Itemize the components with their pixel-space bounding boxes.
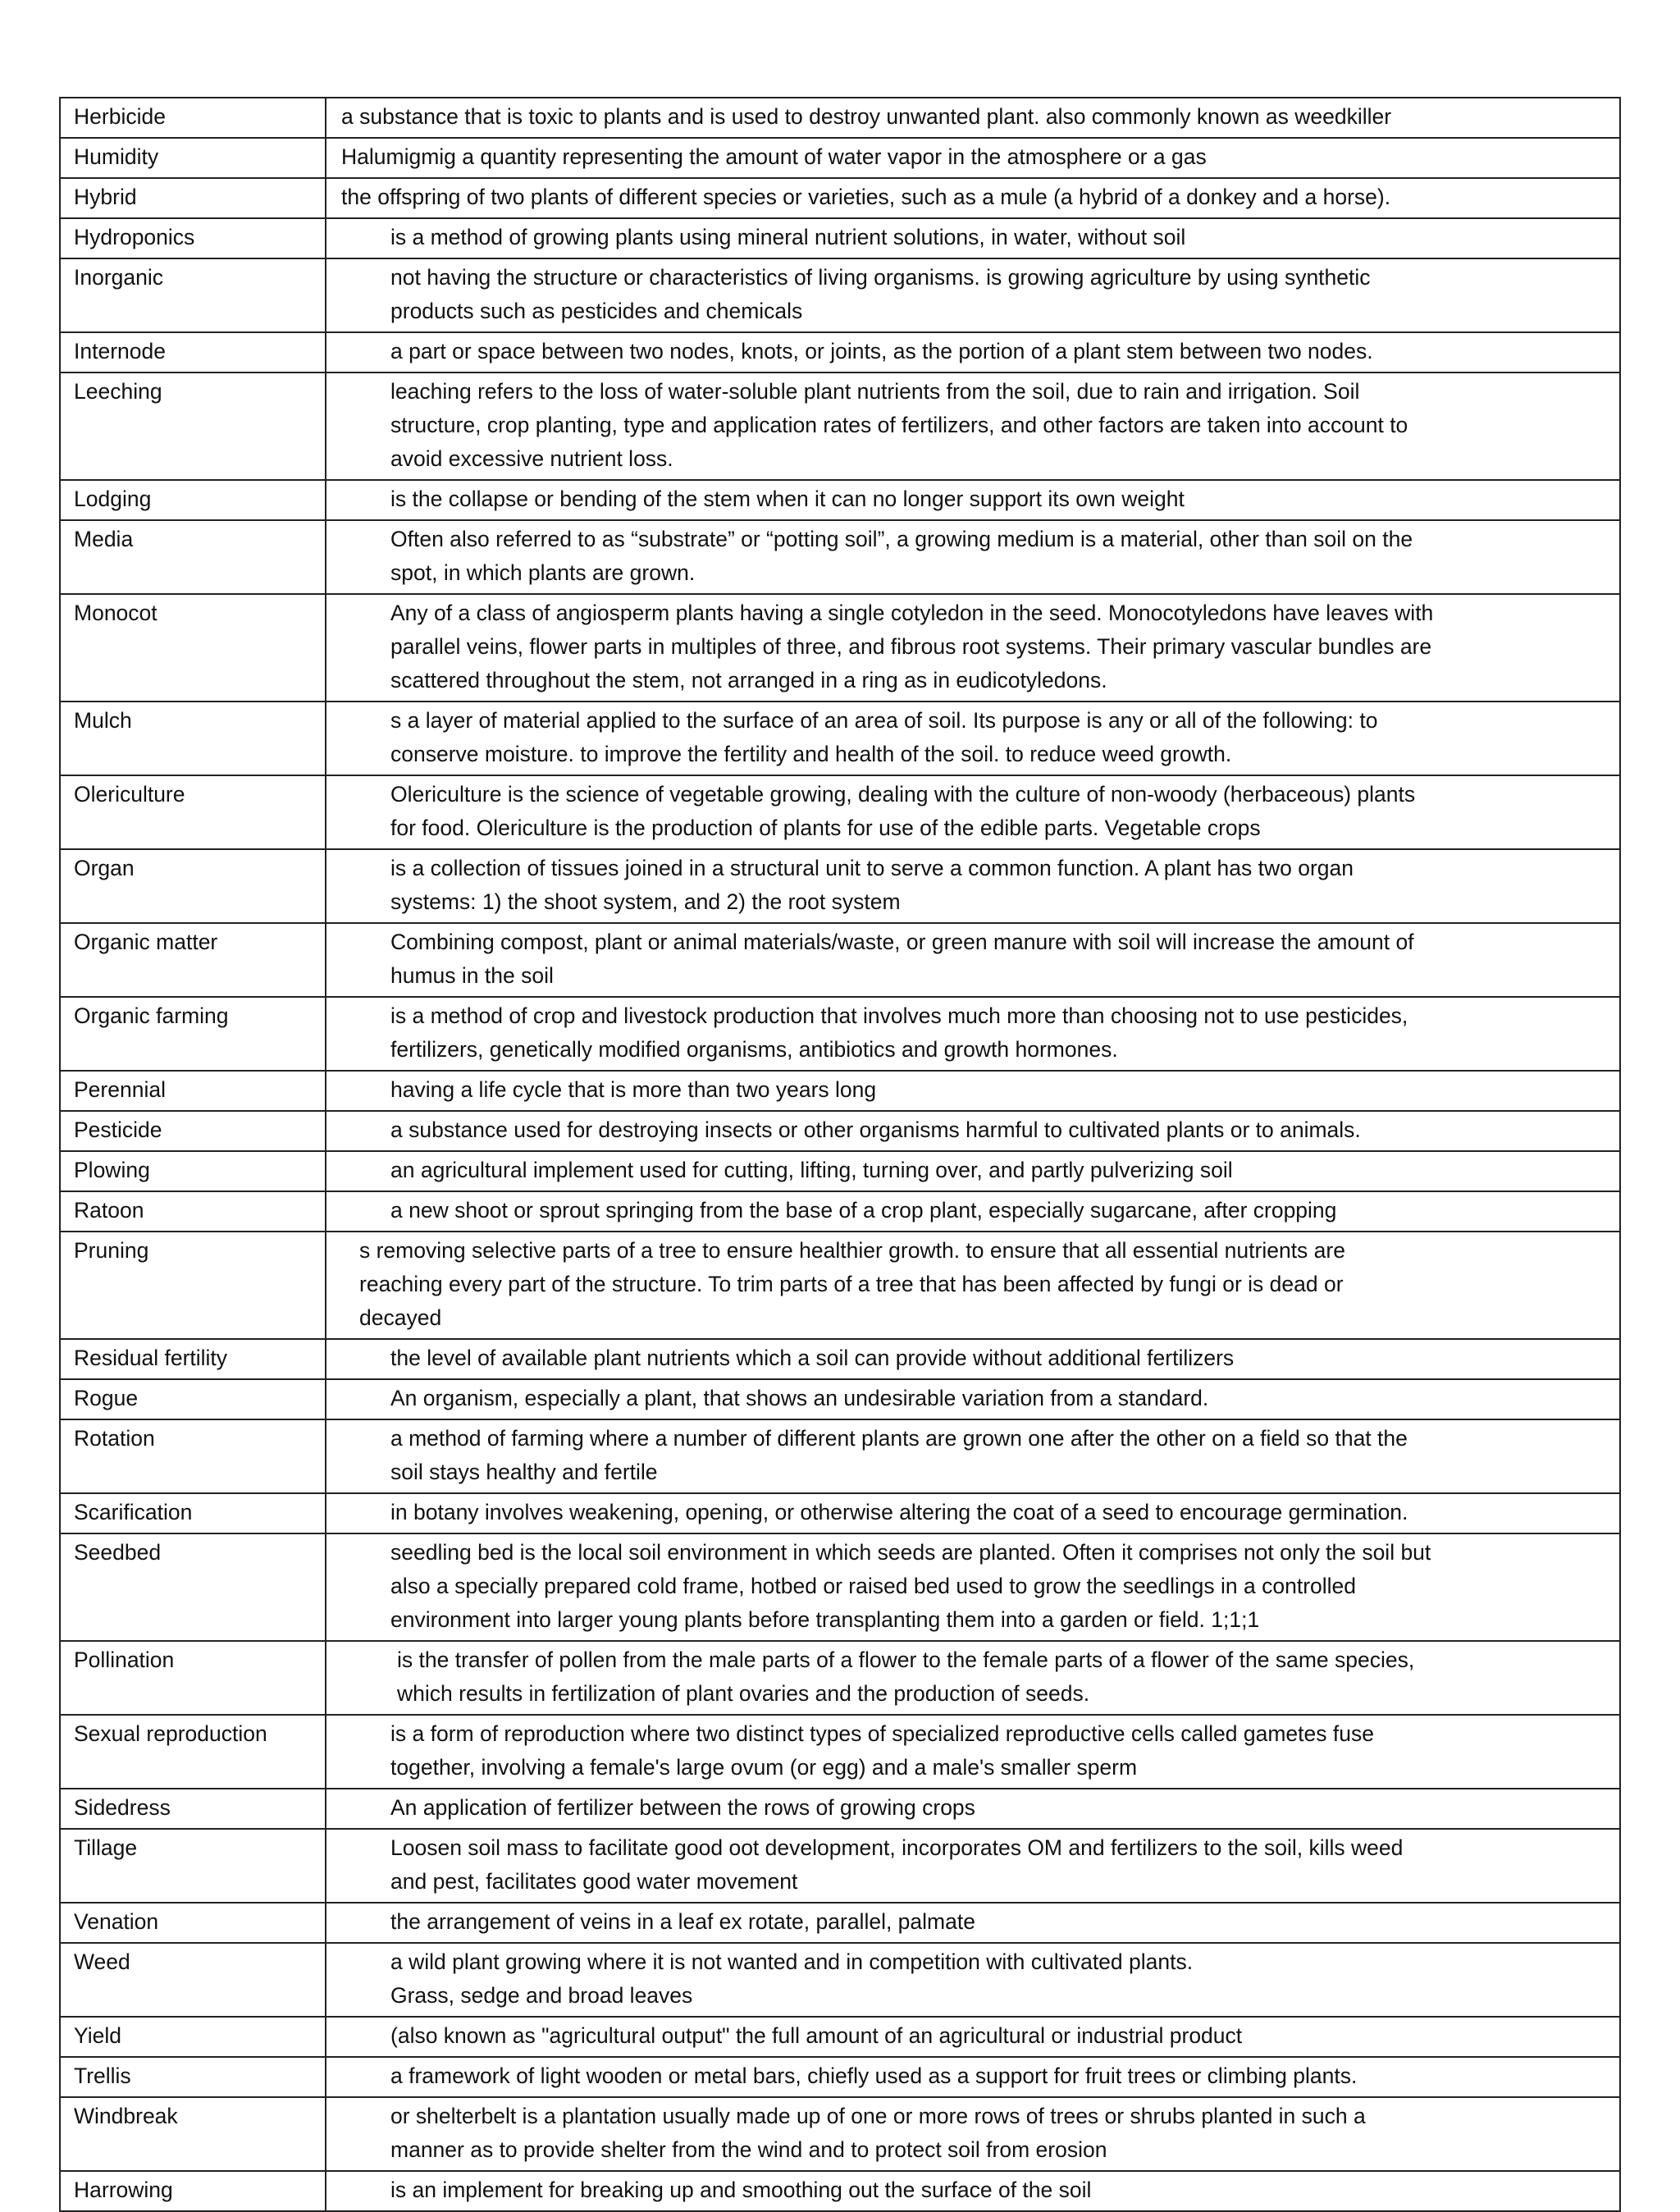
table-row	[60, 1829, 1620, 1903]
glossary-term: Scarification	[60, 1493, 326, 1533]
glossary-definition: a framework of light wooden or metal bars, chiefly used as a support for fruit trees or climbing plants.	[326, 2057, 1620, 2097]
table-row	[60, 997, 1620, 1071]
glossary-table	[59, 97, 1621, 2212]
glossary-term: Pollination	[60, 1641, 326, 1715]
glossary-definition: is a form of reproduction where two distinct types of specialized reproductive cells called gametes fuse together, involving a female's large ovum (or egg) and a male's smaller sperm	[326, 1715, 1620, 1789]
glossary-body	[60, 98, 1620, 2211]
glossary-term: Rotation	[60, 1419, 326, 1493]
table-row	[60, 1419, 1620, 1493]
glossary-definition: is an implement for breaking up and smoothing out the surface of the soil	[326, 2171, 1620, 2211]
glossary-definition: Combining compost, plant or animal materials/waste, or green manure with soil will increase the amount of humus in the soil	[326, 923, 1620, 997]
glossary-definition: the arrangement of veins in a leaf ex rotate, parallel, palmate	[326, 1903, 1620, 1943]
table-row	[60, 1715, 1620, 1789]
glossary-definition: Often also referred to as “substrate” or “potting soil”, a growing medium is a material, other than soil on the spot, in which plants are grown.	[326, 520, 1620, 594]
glossary-term: Olericulture	[60, 775, 326, 849]
table-row	[60, 1903, 1620, 1943]
glossary-definition: a method of farming where a number of different plants are grown one after the other on a field so that the soil stays healthy and fertile	[326, 1419, 1620, 1493]
table-row	[60, 849, 1620, 923]
glossary-term: Organ	[60, 849, 326, 923]
glossary-term: Residual fertility	[60, 1339, 326, 1379]
table-row	[60, 702, 1620, 775]
glossary-definition: Loosen soil mass to facilitate good oot development, incorporates OM and fertilizers to the soil, kills weed and pest, facilitates good water movement	[326, 1829, 1620, 1903]
glossary-term: Organic farming	[60, 997, 326, 1071]
glossary-definition: is the transfer of pollen from the male parts of a flower to the female parts of a flower of the same species, which results in fertilization of plant ovaries and the production of seeds.	[326, 1641, 1620, 1715]
glossary-definition: seedling bed is the local soil environment in which seeds are planted. Often it comprises not only the soil but also a specially prepared cold frame, hotbed or raised bed used to grow the seedlings in a controlled environment into larger young plants before transplanting them into a garden or field. 1;1;1	[326, 1533, 1620, 1641]
table-row	[60, 218, 1620, 258]
table-row	[60, 2057, 1620, 2097]
glossary-term: Rogue	[60, 1379, 326, 1419]
glossary-definition: is a method of growing plants using mineral nutrient solutions, in water, without soil	[326, 218, 1620, 258]
glossary-term: Seedbed	[60, 1533, 326, 1641]
glossary-term: Weed	[60, 1943, 326, 2017]
table-row	[60, 923, 1620, 997]
glossary-definition: (also known as "agricultural output" the full amount of an agricultural or industrial product	[326, 2017, 1620, 2057]
table-row	[60, 1533, 1620, 1641]
glossary-term: Sidedress	[60, 1789, 326, 1829]
glossary-term: Tillage	[60, 1829, 326, 1903]
table-row	[60, 258, 1620, 332]
glossary-definition: is a collection of tissues joined in a structural unit to serve a common function. A plant has two organ systems: 1) the shoot system, and 2) the root system	[326, 849, 1620, 923]
glossary-term: Venation	[60, 1903, 326, 1943]
glossary-term: Perennial	[60, 1071, 326, 1111]
glossary-term: Herbicide	[60, 98, 326, 138]
glossary-definition: a wild plant growing where it is not wanted and in competition with cultivated plants. Grass, sedge and broad leaves	[326, 1943, 1620, 2017]
table-row	[60, 1071, 1620, 1111]
table-row	[60, 775, 1620, 849]
glossary-definition: an agricultural implement used for cutting, lifting, turning over, and partly pulverizing soil	[326, 1151, 1620, 1191]
glossary-term: Mulch	[60, 702, 326, 775]
table-row	[60, 1493, 1620, 1533]
glossary-term: Hydroponics	[60, 218, 326, 258]
glossary-definition: s a layer of material applied to the surface of an area of soil. Its purpose is any or all of the following: to conserve moisture. to improve the fertility and health of the soil. to reduce weed growth.	[326, 702, 1620, 775]
table-row	[60, 332, 1620, 372]
table-row	[60, 138, 1620, 178]
table-row	[60, 2171, 1620, 2211]
glossary-term: Trellis	[60, 2057, 326, 2097]
glossary-definition: s removing selective parts of a tree to ensure healthier growth. to ensure that all essential nutrients are reaching every part of the structure. To trim parts of a tree that has been affected by fungi or is dead or decayed	[326, 1232, 1620, 1339]
glossary-term: Hybrid	[60, 178, 326, 218]
table-row	[60, 594, 1620, 702]
glossary-definition: Halumigmig a quantity representing the amount of water vapor in the atmosphere or a gas	[326, 138, 1620, 178]
table-row	[60, 372, 1620, 480]
table-row	[60, 2097, 1620, 2171]
glossary-definition: Any of a class of angiosperm plants having a single cotyledon in the seed. Monocotyledons have leaves with parallel veins, flower parts in multiples of three, and fibrous root systems. Their primary vascular bundles are scattered throughout the stem, not arranged in a ring as in eudicotyledons.	[326, 594, 1620, 702]
glossary-definition: not having the structure or characteristics of living organisms. is growing agriculture by using synthetic products such as pesticides and chemicals	[326, 258, 1620, 332]
glossary-term: Internode	[60, 332, 326, 372]
glossary-term: Windbreak	[60, 2097, 326, 2171]
glossary-term: Media	[60, 520, 326, 594]
table-row	[60, 1191, 1620, 1232]
table-row	[60, 1339, 1620, 1379]
table-row	[60, 1111, 1620, 1151]
glossary-definition: is the collapse or bending of the stem when it can no longer support its own weight	[326, 480, 1620, 520]
glossary-term: Yield	[60, 2017, 326, 2057]
table-row	[60, 1151, 1620, 1191]
glossary-definition: Olericulture is the science of vegetable growing, dealing with the culture of non-woody (herbaceous) plants for food. Olericulture is the production of plants for use of the edible parts. Vegetable crops	[326, 775, 1620, 849]
table-row	[60, 98, 1620, 138]
table-row	[60, 2017, 1620, 2057]
glossary-term: Pesticide	[60, 1111, 326, 1151]
glossary-definition: the offspring of two plants of different species or varieties, such as a mule (a hybrid of a donkey and a horse).	[326, 178, 1620, 218]
table-row	[60, 1789, 1620, 1829]
glossary-definition: An organism, especially a plant, that shows an undesirable variation from a standard.	[326, 1379, 1620, 1419]
table-row	[60, 520, 1620, 594]
glossary-term: Lodging	[60, 480, 326, 520]
glossary-definition: in botany involves weakening, opening, or otherwise altering the coat of a seed to encourage germination.	[326, 1493, 1620, 1533]
glossary-term: Sexual reproduction	[60, 1715, 326, 1789]
glossary-definition: or shelterbelt is a plantation usually made up of one or more rows of trees or shrubs planted in such a manner as to provide shelter from the wind and to protect soil from erosion	[326, 2097, 1620, 2171]
glossary-definition: a substance used for destroying insects or other organisms harmful to cultivated plants or to animals.	[326, 1111, 1620, 1151]
glossary-term: Harrowing	[60, 2171, 326, 2211]
table-row	[60, 1379, 1620, 1419]
table-row	[60, 1641, 1620, 1715]
table-row	[60, 1943, 1620, 2017]
glossary-term: Leeching	[60, 372, 326, 480]
table-row	[60, 178, 1620, 218]
glossary-definition: is a method of crop and livestock production that involves much more than choosing not to use pesticides, fertilizers, genetically modified organisms, antibiotics and growth hormones.	[326, 997, 1620, 1071]
glossary-definition: An application of fertilizer between the rows of growing crops	[326, 1789, 1620, 1829]
glossary-definition: a substance that is toxic to plants and is used to destroy unwanted plant. also commonly known as weedkiller	[326, 98, 1620, 138]
glossary-term: Ratoon	[60, 1191, 326, 1232]
glossary-term: Pruning	[60, 1232, 326, 1339]
table-row	[60, 1232, 1620, 1339]
glossary-definition: a part or space between two nodes, knots, or joints, as the portion of a plant stem between two nodes.	[326, 332, 1620, 372]
glossary-definition: having a life cycle that is more than two years long	[326, 1071, 1620, 1111]
glossary-definition: the level of available plant nutrients which a soil can provide without additional fertilizers	[326, 1339, 1620, 1379]
glossary-term: Plowing	[60, 1151, 326, 1191]
glossary-definition: leaching refers to the loss of water-soluble plant nutrients from the soil, due to rain and irrigation. Soil structure, crop planting, type and application rates of fertilizers, and other factors are taken into account to avoid excessive nutrient loss.	[326, 372, 1620, 480]
glossary-term: Humidity	[60, 138, 326, 178]
glossary-term: Organic matter	[60, 923, 326, 997]
glossary-term: Monocot	[60, 594, 326, 702]
glossary-definition: a new shoot or sprout springing from the base of a crop plant, especially sugarcane, after cropping	[326, 1191, 1620, 1232]
table-row	[60, 480, 1620, 520]
glossary-term: Inorganic	[60, 258, 326, 332]
